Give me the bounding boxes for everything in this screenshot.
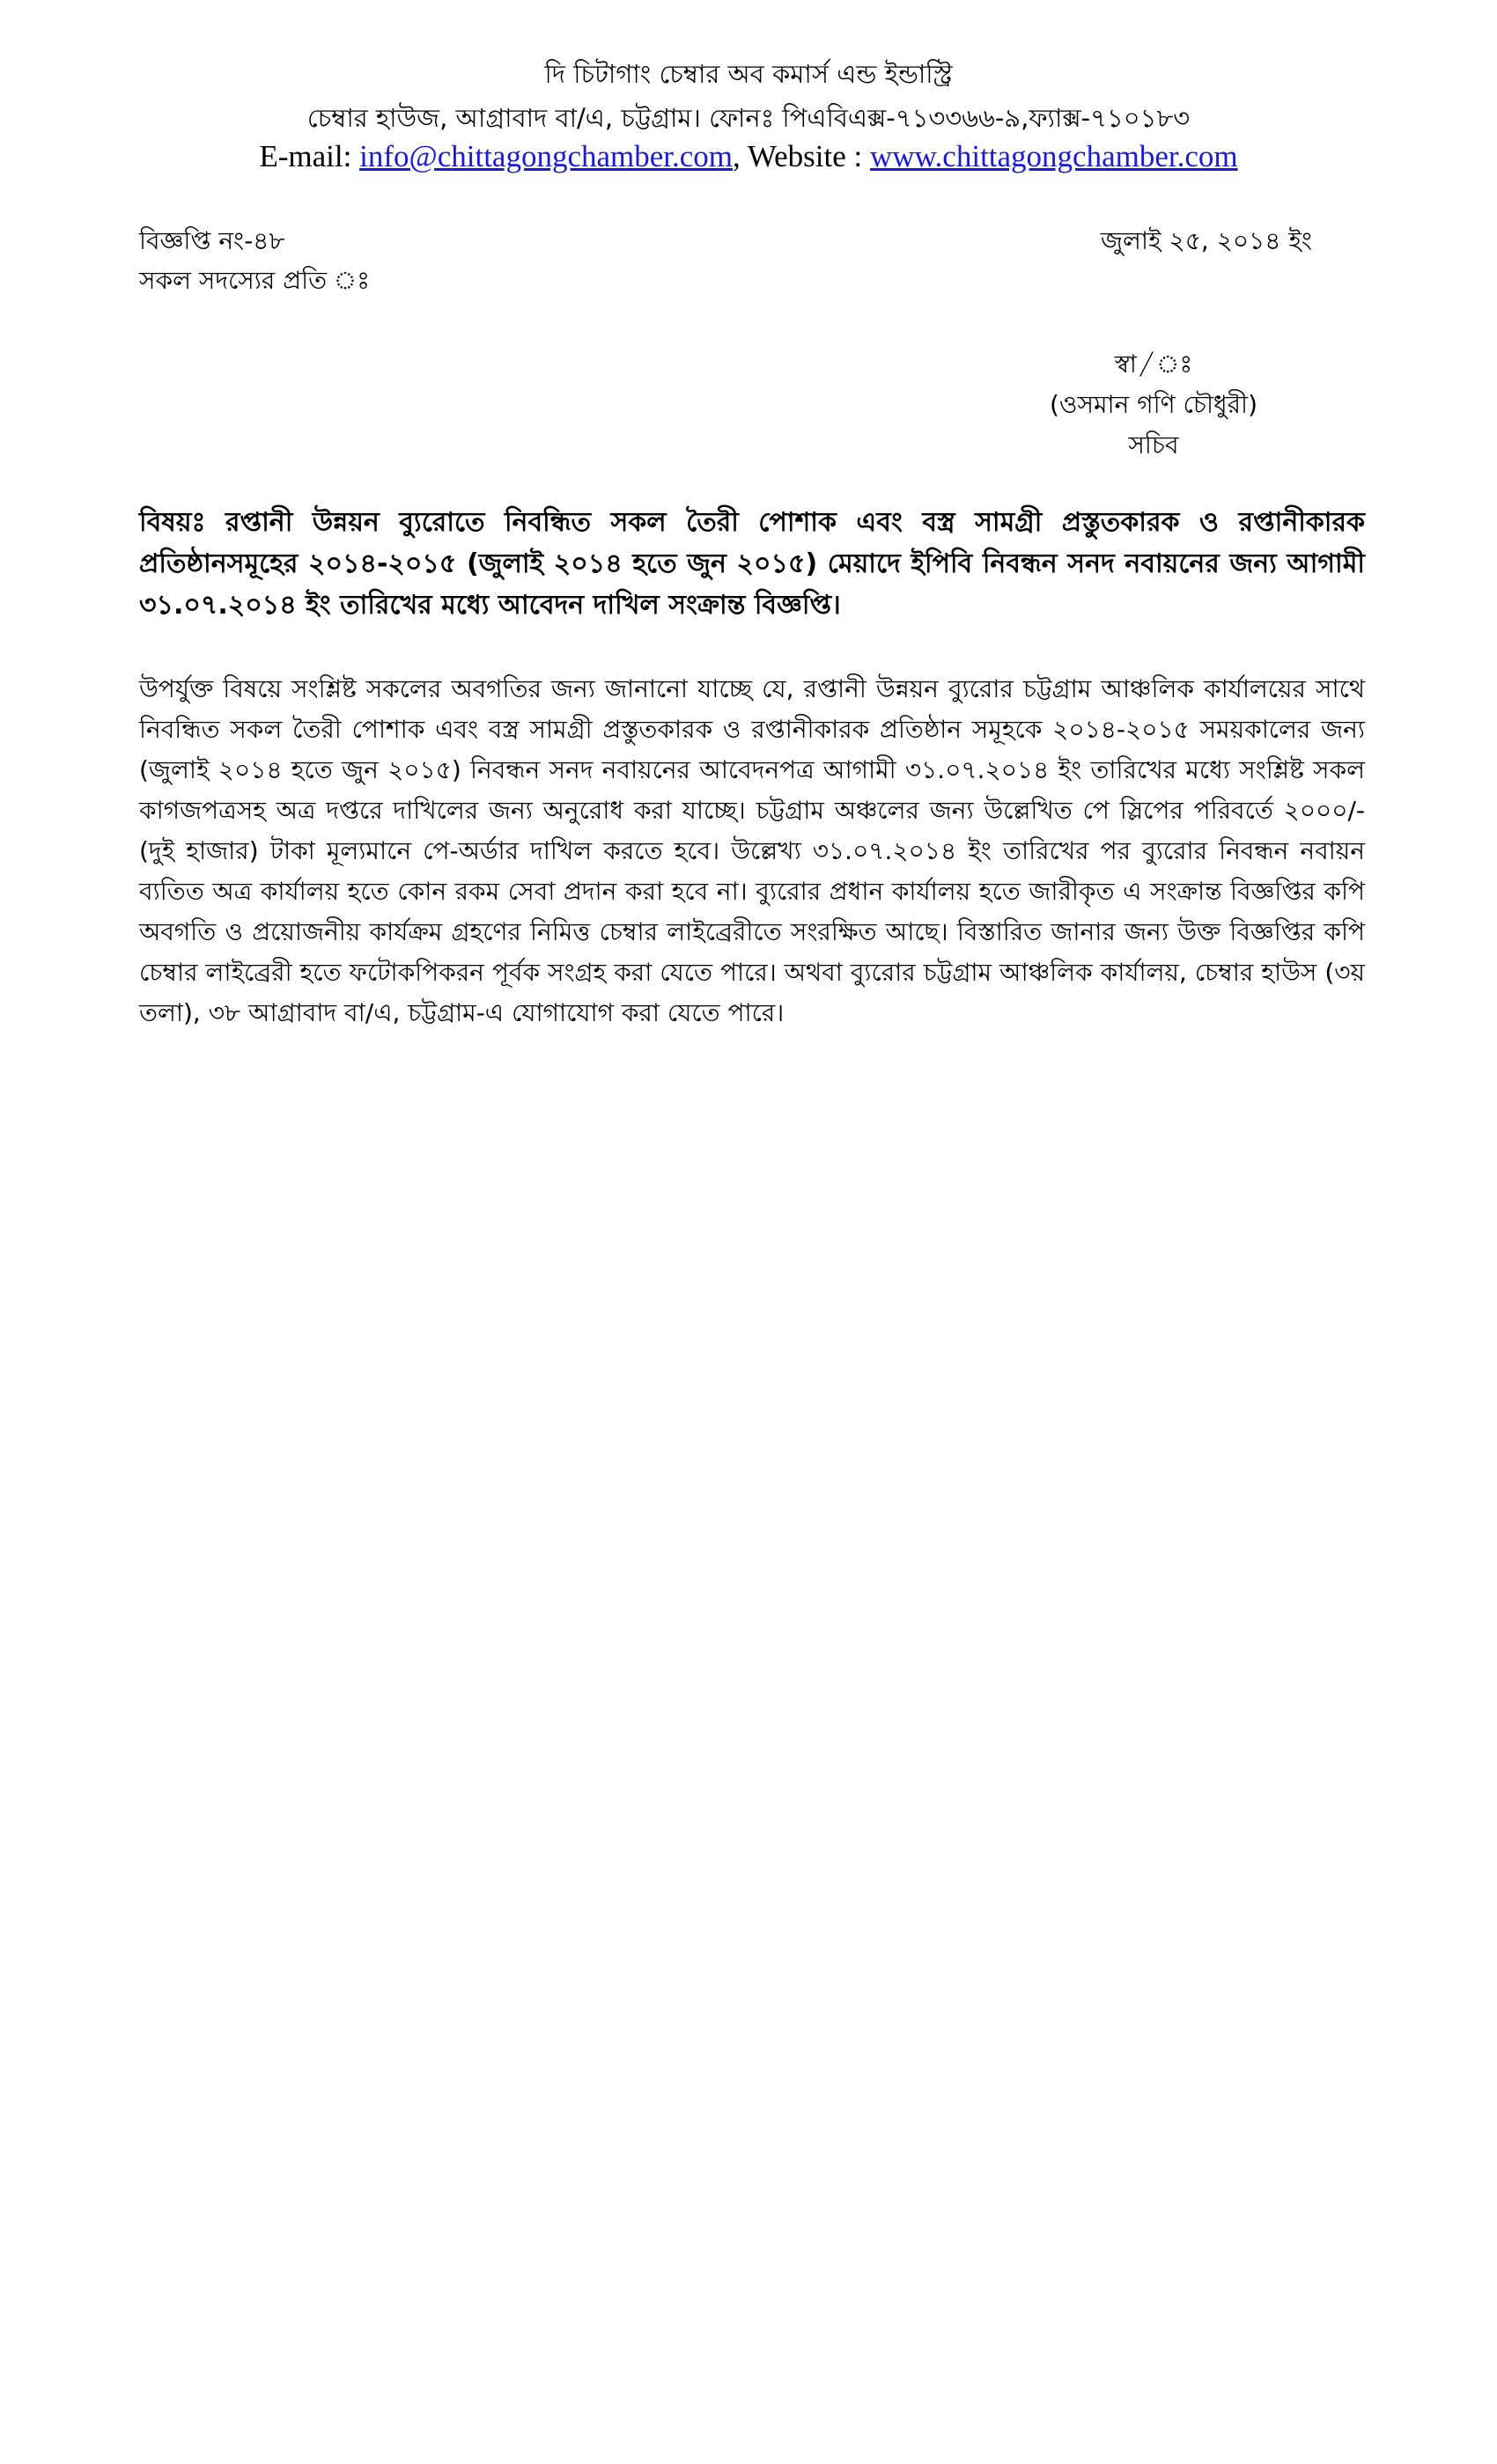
notice-date: জুলাই ২৫, ২০১৪ ইং: [1101, 226, 1312, 255]
organization-name: দি চিটাগাং চেম্বার অব কমার্স এন্ড ইন্ডাস্ট্রি: [544, 59, 953, 89]
notice-reference: বিজ্ঞপ্তি নং-৪৮: [139, 226, 285, 255]
email-label: E-mail:: [259, 139, 360, 173]
organization-address: চেম্বার হাউজ, আগ্রাবাদ বা/এ, চট্টগ্রাম। ফোনঃ পিএবিএক্স-৭১৩৩৬৬-৯,ফ্যাক্স-৭১০১৮৩: [306, 103, 1191, 133]
website-link[interactable]: www.chittagongchamber.com: [870, 139, 1238, 173]
email-link[interactable]: info@chittagongchamber.com: [359, 139, 734, 173]
website-label: , Website :: [733, 139, 870, 173]
signatory-title: সচিব: [1128, 430, 1179, 460]
signature-mark: স্বা/ঃ: [1114, 349, 1193, 379]
notice-body: উপর্যুক্ত বিষয়ে সংশ্লিষ্ট সকলের অবগতির জন্য জানানো যাচ্ছে যে, রপ্তানী উন্নয়ন ব্যুরোর চট্টগ্রাম আঞ্চলিক কার্যালয়ের সাথে নিবন্ধিত সকল তৈরী পোশাক এবং বস্ত্র সামগ্রী প্রস্তুতকারক ও রপ্তানীকারক প্রতিষ্ঠান সমূহকে ২০১৪-২০১৫ সময়কালের জন্য (জুলাই ২০১৪ হতে জুন ২০১৫) নিবন্ধন সনদ নবায়নের আবেদনপত্র আগামী ৩১.০৭.২০১৪ ইং তারিখের মধ্যে সংশ্লিষ্ট সকল কাগজপত্রসহ অত্র দপ্তরে দাখিলের জন্য অনুরোধ করা যাচ্ছে। চট্টগ্রাম অঞ্চলের জন্য উল্লেখিত পে স্লিপের পরিবর্তে ২০০০/- (দুই হাজার) টাকা মূল্যমানে পে-অর্ডার দাখিল করতে হবে। উল্লেখ্য ৩১.০৭.২০১৪ ইং তারিখের পর ব্যুরোর নিবন্ধন নবায়ন ব্যতিত অত্র কার্যালয় হতে কোন রকম সেবা প্রদান করা হবে না। ব্যুরোর প্রধান কার্যালয় হতে জারীকৃত এ সংক্রান্ত বিজ্ঞপ্তির কপি অবগতি ও প্রয়োজনীয় কার্যক্রম গ্রহণের নিমিত্ত চেম্বার লাইব্রেরীতে সংরক্ষিত আছে। বিস্তারিত জানার জন্য উক্ত বিজ্ঞপ্তির কপি চেম্বার লাইব্রেরী হতে ফটোকপিকরন পূর্বক সংগ্রহ করা যেতে পারে। অথবা ব্যুরোর চট্টগ্রাম আঞ্চলিক কার্যালয়, চেম্বার হাউস (৩য় তলা), ৩৮ আগ্রাবাদ বা/এ, চট্টগ্রাম-এ যোগাযোগ করা যেতে পারে।: [139, 674, 1365, 1027]
notice-subject: বিষয়ঃ রপ্তানী উন্নয়ন ব্যুরোতে নিবন্ধিত সকল তৈরী পোশাক এবং বস্ত্র সামগ্রী প্রস্তুতকারক ও রপ্তানীকারক প্রতিষ্ঠানসমূহের ২০১৪-২০১৫ (জুলাই ২০১৪ হতে জুন ২০১৫) মেয়াদে ইপিবি নিবন্ধন সনদ নবায়নের জন্য আগামী ৩১.০৭.২০১৪ ইং তারিখের মধ্যে আবেদন দাখিল সংক্রান্ত বিজ্ঞপ্তি।: [139, 507, 1365, 621]
notice-addressee: সকল সদস্যের প্রতি ঃ: [139, 266, 371, 295]
signatory-name: (ওসমান গণি চৌধুরী): [1049, 390, 1257, 419]
contact-line: [0, 139, 1497, 174]
